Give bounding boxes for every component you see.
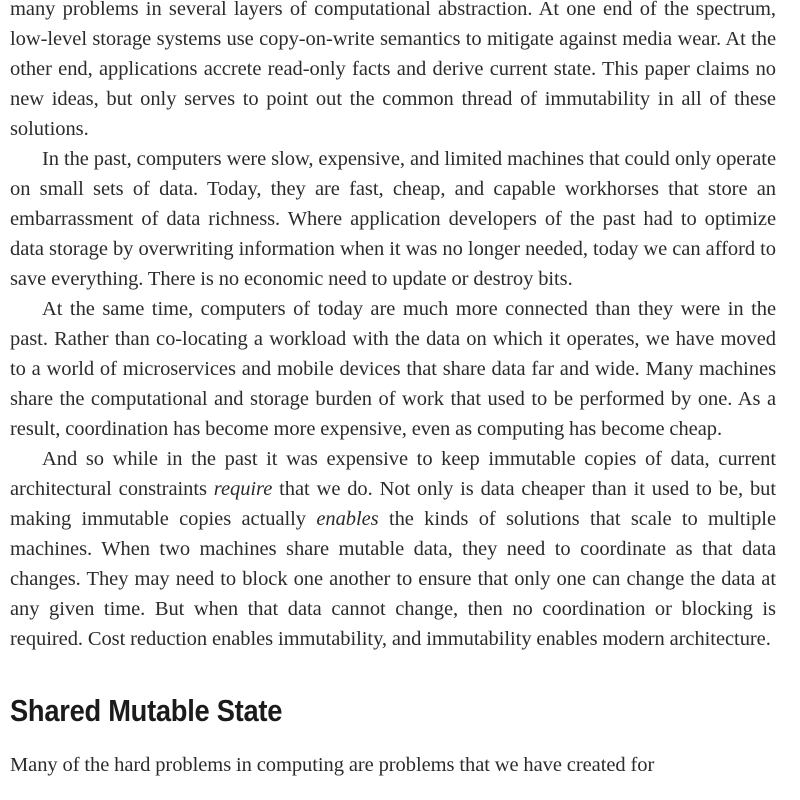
paragraph-text-segment-1: And so while in the past it was expensive to keep immutable copies of data, current architectural constraints [10, 448, 776, 500]
paragraph-continuation-immutability-thread: many problems in several layers of computational abstraction. At one end of the spectrum, low-level storage systems use copy-on-write semantics to mitigate against media wear. At the other end, applications accrete read-only facts and derive current state. This paper claims no new ideas, but only serves to point out the common thread of immutability in all of these solutions. [10, 0, 776, 140]
paragraph-text-segment-2: that we do. Not only is data cheaper than it used to be, but making immutable copies actually [10, 478, 776, 530]
heading-bottom-spacer [10, 728, 776, 750]
emphasis-enables: enables [316, 508, 379, 530]
heading-top-spacer [10, 654, 776, 694]
emphasis-require: require [213, 478, 273, 500]
paragraph-text-segment-3: the kinds of solutions that scale to multiple machines. When two machines share mutable data, they need to coordinate as that data changes. They may need to block one another to ensure that only one can change the data at any given time. But when that data cannot change, then no coordination or blocking is required. Cost reduction enables immutability, and immutability enables modern architecture. [10, 508, 776, 650]
paragraph-computers-past-present: In the past, computers were slow, expensive, and limited machines that could only operate on small sets of data. Today, they are fast, cheap, and capable workhorses that store an embarrassment of data richness. Where application developers of the past had to optimize data storage by overwriting information when it was no longer needed, today we can afford to save everything. There is no economic need to update or destroy bits. [10, 148, 776, 290]
paragraph-connected-computers: At the same time, computers of today are much more connected than they were in the past. Rather than co-locating a workload with the data on which it operates, we have moved to a world of microservices and mobile devices that share data far and wide. Many machines share the computational and storage burden of work that used to be performed by one. As a result, coordination has become more expensive, even as computing has become cheap. [10, 298, 776, 440]
paragraph-hard-problems-clipped: Many of the hard problems in computing are problems that we have created for [10, 754, 655, 776]
section-heading-shared-mutable-state: Shared Mutable State [10, 693, 283, 728]
paragraph-immutable-copies [10, 444, 776, 654]
